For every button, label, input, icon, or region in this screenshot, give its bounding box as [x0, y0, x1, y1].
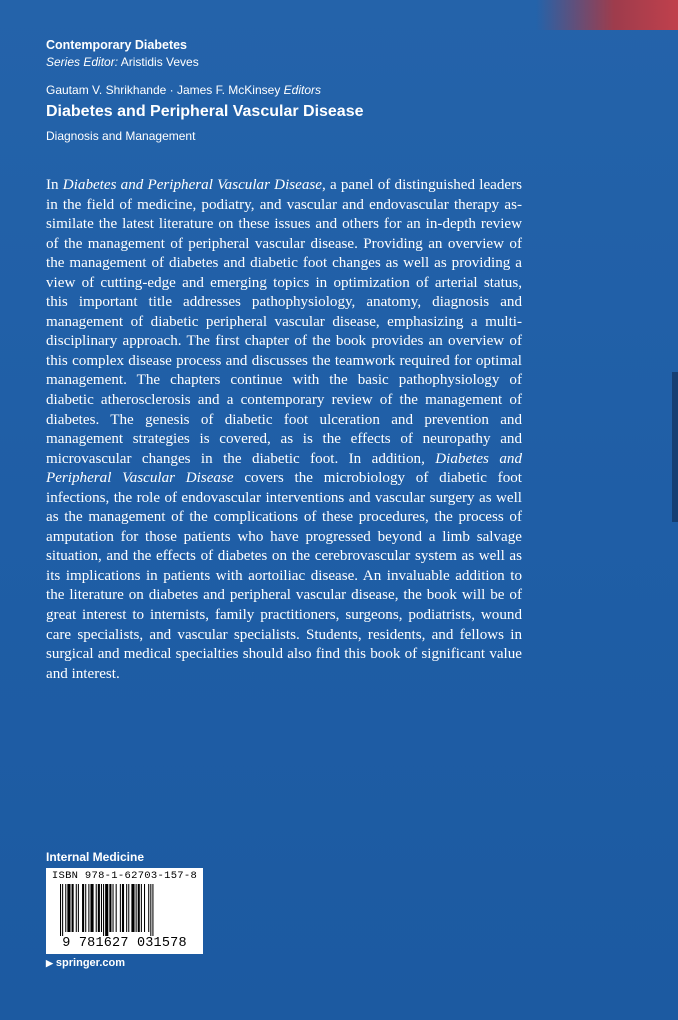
barcode-bar	[90, 884, 93, 932]
subject-category: Internal Medicine	[46, 850, 145, 864]
barcode-bar	[138, 884, 140, 932]
isbn-barcode	[46, 868, 203, 954]
barcode-bar	[141, 884, 142, 932]
barcode-bar	[150, 884, 151, 936]
editors-role: Editors	[283, 83, 322, 97]
barcode-bar	[126, 884, 127, 932]
barcode-bar	[76, 884, 77, 932]
description-intro: In	[46, 177, 63, 193]
barcode-bar	[82, 884, 84, 932]
isbn-label: ISBN 978-1-62703-157-8	[51, 870, 198, 882]
barcode-bar	[62, 884, 63, 936]
series-editor-label: Series Editor:	[46, 55, 119, 69]
barcode-bar	[105, 884, 108, 936]
arrow-right-icon: ▶	[46, 958, 53, 968]
description-book-title-2: Diabetes and Peripheral Vascular Disease	[46, 450, 522, 487]
website-label: springer.com	[55, 957, 125, 969]
barcode-bar	[67, 884, 70, 932]
barcode-bar	[85, 884, 86, 932]
series-editor	[46, 54, 606, 71]
series-title: Contemporary Diabetes	[46, 38, 188, 52]
barcode-bar	[109, 884, 111, 932]
barcode-bar	[128, 884, 129, 932]
book-description	[46, 176, 522, 684]
barcode-bar	[65, 884, 66, 932]
barcode-bar	[120, 884, 121, 932]
barcode-bar	[131, 884, 134, 932]
description-book-title: Diabetes and Peripheral Vascular Disease	[62, 177, 322, 193]
barcode-bar	[144, 884, 145, 932]
barcode-bar	[88, 884, 89, 932]
barcode-bar	[116, 884, 117, 932]
barcode-bar	[136, 884, 137, 932]
barcode-bar	[96, 884, 97, 932]
barcode-bar	[60, 884, 61, 936]
barcode-bar	[152, 884, 153, 936]
barcode-bars	[58, 884, 191, 936]
book-subtitle: Diagnosis and Management	[46, 129, 196, 143]
barcode-digits: 9 781627 031578	[62, 936, 187, 951]
barcode-bar	[148, 884, 149, 932]
publisher-website[interactable]	[46, 957, 125, 969]
barcode-bar	[113, 884, 114, 932]
accent-bar	[536, 0, 678, 30]
header	[46, 37, 606, 145]
editor-names: Gautam V. Shrikhande · James F. McKinsey	[46, 83, 281, 97]
edge-mark	[672, 372, 678, 522]
book-editors	[46, 82, 606, 99]
barcode-bar	[72, 884, 74, 932]
barcode-bar	[122, 884, 124, 932]
description-body: , a panel of distinguished leaders in the field of medicine, podiatry, and vascular and endovascular therapy assimilate the latest literature on these issues and others for an in-depth review of the management of peripheral vascular disease. Providing an overview of the management of diabetes and diabetic foot changes as well as providing a view of cutting-edge and emerging topics in optimization of arterial status, this important title addresses pathophysiology, anatomy, diagnosis and management of diabetic peripheral vascular disease, emphasizing a multi-disciplinary approach. The first chapter of the book provides an overview of this complex disease process and discusses the teamwork required for optimal management. The chapters continue with the basic pathophysiology of diabetic atherosclerosis and a contemporary review of the management of diabetes. The genesis of diabetic foot ulceration and prevention and management strategies is covered, as is the effects of neuropathy and microvascular changes in the diabetic foot. In addition,	[46, 177, 522, 467]
series-editor-name: Aristidis Veves	[120, 55, 199, 69]
barcode-bar	[103, 884, 104, 936]
barcode-bar	[78, 884, 79, 932]
book-title: Diabetes and Peripheral Vascular Disease	[46, 103, 364, 120]
barcode-bar	[101, 884, 102, 932]
barcode-bar	[98, 884, 100, 932]
description-body-end: covers the microbiology of diabetic foot infections, the role of endovascular interventions and vascular surgery as well as the management of the complications of these procedures, the process of amputation for those patients who have progressed beyond a limb salvage situation, and the effects of diabetes on the cerebrovascular system as well as its implications in patients with aortoiliac disease. An invaluable addition to the literature on diabetes and peripheral vascular disease, the book will be of great interest to internists, family practitioners, surgeons, podiatrists, wound care specialists, and vascular specialists. Students, residents, and fellows in surgical and medical specialties should also find this book of significant value and interest.	[46, 470, 522, 682]
